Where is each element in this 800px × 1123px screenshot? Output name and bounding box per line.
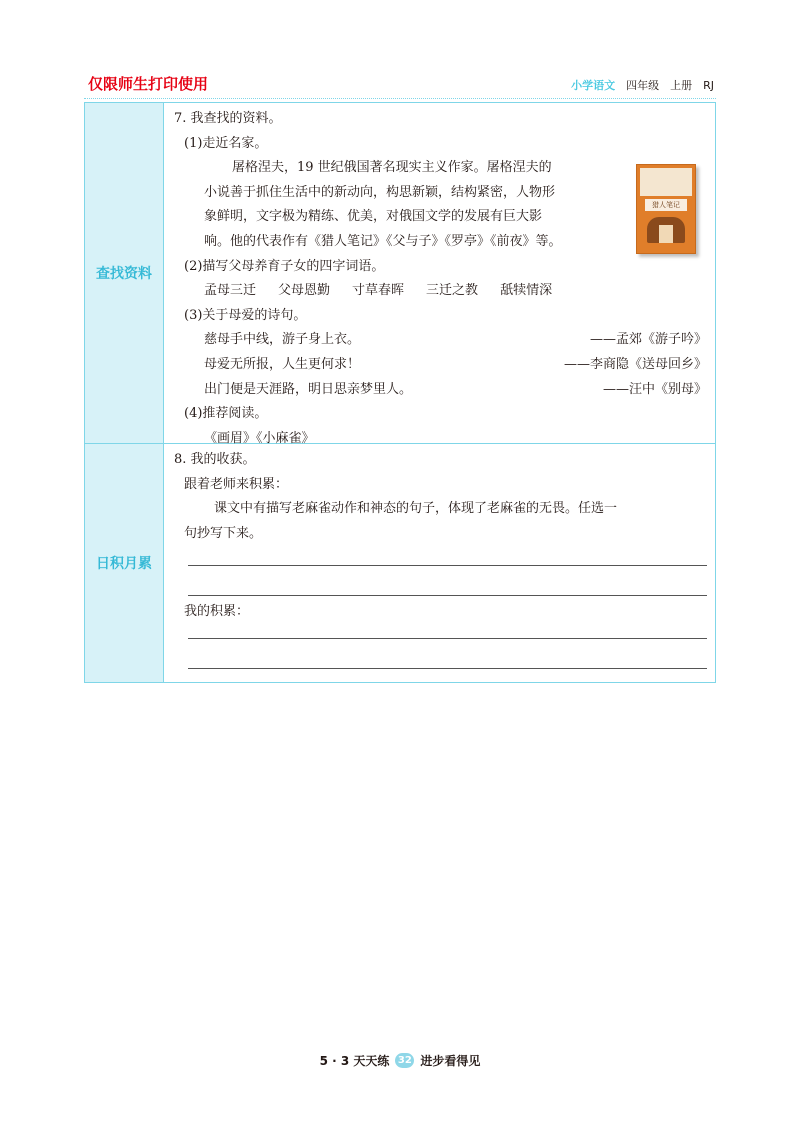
poem-line xyxy=(174,328,707,353)
answer-area[interactable] xyxy=(174,546,707,566)
recommended-books: 《画眉》《小麻雀》 xyxy=(204,430,315,446)
grade-label: 四年级 xyxy=(626,79,660,92)
subject-label: 小学语文 xyxy=(571,79,616,92)
bio-line: 小说善于抓住生活中的新动向，构思新颖，结构紧密，人物形 xyxy=(204,184,556,200)
answer-area[interactable] xyxy=(174,639,707,669)
research-section xyxy=(85,103,715,446)
task-line: 句抄写下来。 xyxy=(184,525,263,541)
question-8-title: 8. 我的收获。 xyxy=(174,452,256,467)
bio-line: 屠格涅夫，19 世纪俄国著名现实主义作家。屠格涅夫的 xyxy=(232,160,552,176)
author-bio-text xyxy=(174,156,620,254)
poem-line xyxy=(174,378,707,403)
accumulation-section xyxy=(85,443,715,682)
idiom-item: 寸草春晖 xyxy=(352,283,405,299)
idiom-item: 父母恩勤 xyxy=(278,283,331,299)
poem-source: ——李商隐《送母回乡》 xyxy=(563,356,707,372)
part-1-heading: (1)走近名家。 xyxy=(184,135,268,151)
idiom-item: 孟母三迁 xyxy=(204,283,257,299)
answer-area[interactable] xyxy=(174,625,707,639)
question-7-title: 7. 我查找的资料。 xyxy=(174,111,282,126)
research-content xyxy=(164,103,715,446)
edition-label: RJ xyxy=(703,79,714,92)
accumulation-content xyxy=(164,444,715,682)
side-label-research: 查找资料 xyxy=(85,103,164,443)
writing-line xyxy=(188,668,707,669)
footer-brand: 5 · 3 天天练 xyxy=(319,1054,390,1068)
writing-line xyxy=(188,595,707,596)
part-3-heading: (3)关于母爱的诗句。 xyxy=(184,307,307,323)
side-label-accumulation: 日积月累 xyxy=(85,444,164,682)
print-notice: 仅限师生打印使用 xyxy=(88,75,209,93)
book-cover-image xyxy=(636,164,696,254)
poem-line xyxy=(174,353,707,378)
task-line: 课文中有描写老麻雀动作和神态的句子，体现了老麻雀的无畏。任选一 xyxy=(214,501,618,517)
author-bio xyxy=(174,156,707,254)
idiom-list xyxy=(174,279,707,304)
idiom-item: 三迁之教 xyxy=(426,283,479,299)
part-4-heading: (4)推荐阅读。 xyxy=(184,406,268,422)
idiom-item: 舐犊情深 xyxy=(500,283,553,299)
poem-source: ——孟郊《游子吟》 xyxy=(589,332,707,348)
page-footer xyxy=(0,1052,800,1069)
poem-text: 母爱无所报，人生更何求！ xyxy=(204,356,361,372)
poem-text: 出门便是天涯路，明日思亲梦里人。 xyxy=(204,381,413,397)
bio-line: 象鲜明，文字极为精练、优美，对俄国文学的发展有巨大影 xyxy=(204,209,543,225)
header-meta xyxy=(571,77,714,93)
header-divider xyxy=(84,98,716,99)
footer-slogan: 进步看得见 xyxy=(420,1054,481,1068)
bio-line: 响。他的代表作有《猎人笔记》《父与子》《罗亭》《前夜》等。 xyxy=(204,233,562,249)
poem-source: ——汪中《别母》 xyxy=(602,381,707,397)
answer-area[interactable] xyxy=(174,566,707,596)
part-2-heading: (2)描写父母养育子女的四字词语。 xyxy=(184,258,385,274)
my-accumulation-label: 我的积累： xyxy=(184,604,250,620)
poem-text: 慈母手中线，游子身上衣。 xyxy=(204,332,361,348)
book-cover-title: 猎人笔记 xyxy=(645,199,687,211)
page-number: 32 xyxy=(395,1053,414,1068)
teacher-prompt: 跟着老师来积累： xyxy=(184,476,289,492)
worksheet-table xyxy=(84,102,716,683)
volume-label: 上册 xyxy=(670,79,693,92)
